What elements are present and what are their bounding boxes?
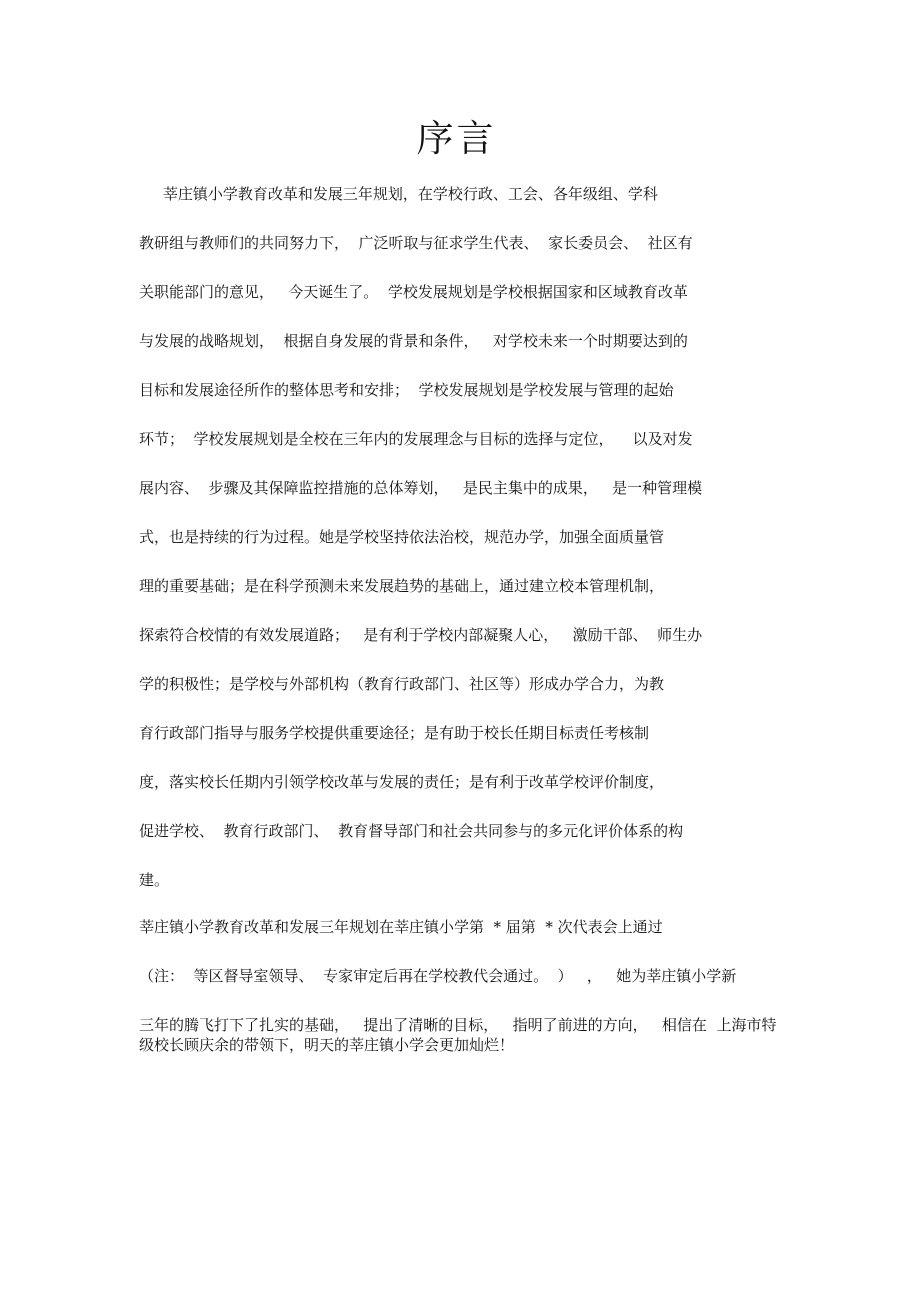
paragraph-line: 教研组与教师们的共同努力下， 广泛听取与征求学生代表、 家长委员会、 社区有 bbox=[139, 234, 693, 252]
paragraph-line: （注： 等区督导室领导、 专家审定后再在学校教代会通过。 ） ， 她为莘庄镇小学新 bbox=[139, 967, 737, 985]
paragraph-line: 莘庄镇小学教育改革和发展三年规划在莘庄镇小学第 * 届第 * 次代表会上通过 bbox=[139, 918, 663, 936]
paragraph-line: 莘庄镇小学教育改革和发展三年规划，在学校行政、工会、各年级组、学科 bbox=[139, 185, 658, 203]
paragraph-line: 展内容、 步骤及其保障监控措施的总体筹划， 是民主集中的成果， 是一种管理模 bbox=[139, 479, 703, 497]
paragraph-line: 三年的腾飞打下了扎实的基础， 提出了清晰的目标， 指明了前进的方向， 相信在 上海市特 bbox=[139, 1016, 777, 1034]
paragraph-line: 育行政部门指导与服务学校提供重要途径；是有助于校长任期目标责任考核制 bbox=[139, 724, 650, 742]
paragraph-line: 促进学校、 教育行政部门、 教育督导部门和社会共同参与的多元化评价体系的构 bbox=[139, 822, 684, 840]
page-title: 序言 bbox=[416, 117, 497, 160]
paragraph-line: 理的重要基础；是在科学预测未来发展趋势的基础上，通过建立校本管理机制， bbox=[139, 577, 665, 595]
paragraph-line: 与发展的战略规划， 根据自身发展的背景和条件， 对学校未来一个时期要达到的 bbox=[139, 332, 688, 350]
paragraph-line: 级校长顾庆余的带领下，明天的莘庄镇小学会更加灿烂！ bbox=[139, 1036, 515, 1054]
paragraph-line: 探索符合校情的有效发展道路； 是有利于学校内部凝聚人心， 激励干部、 师生办 bbox=[139, 626, 703, 644]
paragraph-line: 学的积极性；是学校与外部机构（教育行政部门、社区等）形成办学合力，为教 bbox=[139, 675, 665, 693]
paragraph-line: 环节； 学校发展规划是全校在三年内的发展理念与目标的选择与定位， 以及对发 bbox=[139, 430, 693, 448]
paragraph-line: 关职能部门的意见， 今天诞生了。 学校发展规划是学校根据国家和区域教育改革 bbox=[139, 283, 688, 301]
paragraph-line: 目标和发展途径所作的整体思考和安排； 学校发展规划是学校发展与管理的起始 bbox=[139, 381, 674, 399]
paragraph-line: 建。 bbox=[139, 871, 170, 889]
paragraph-line: 度，落实校长任期内引领学校改革与发展的责任；是有利于改革学校评价制度， bbox=[139, 773, 665, 791]
paragraph-line: 式，也是持续的行为过程。她是学校坚持依法治校，规范办学，加强全面质量管 bbox=[139, 528, 665, 546]
